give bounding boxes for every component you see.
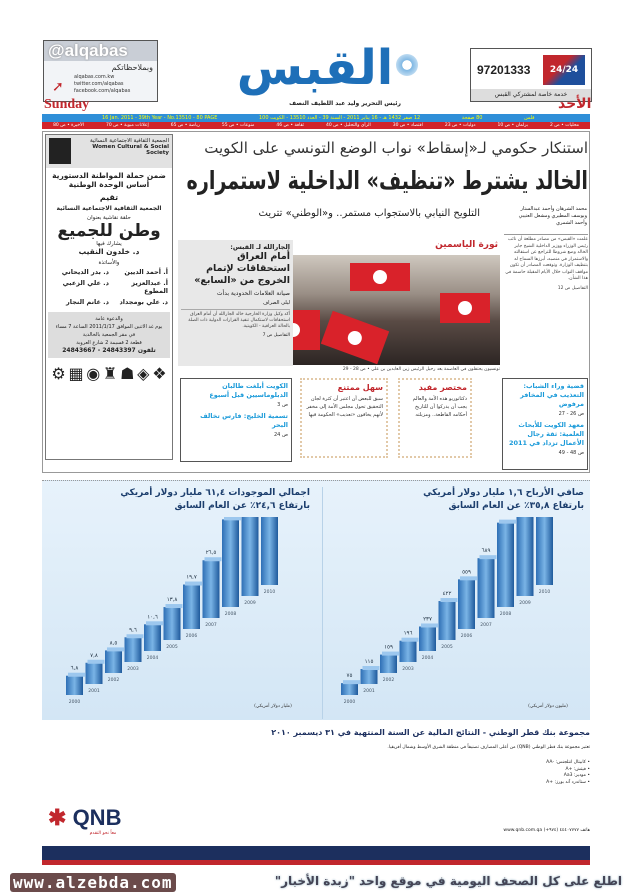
bar bbox=[105, 650, 122, 673]
lead-body-text: علمت «القبس» من مصادر مطلعة أن نائب رئيس الوزراء ووزير الداخلية الشيخ جابر الخالد وضع شروطا للتراجع عن استقالته والاستمرار في منصبه، أبرزها السماح له بتنظيف الوزارة. وتوقعت المصادر أن تكون مواقف النواب خلال الأيام المقبلة حاسمة في هذا الشأن. bbox=[505, 237, 588, 281]
index-item[interactable]: محليات • ص 2 bbox=[549, 123, 580, 128]
bar-top bbox=[480, 555, 497, 559]
teaser-page: ص 24 bbox=[273, 432, 288, 438]
opinion-title: مختصر مفيد bbox=[418, 383, 467, 392]
opinion-box[interactable] bbox=[398, 378, 472, 458]
ad-link[interactable]: alqabas.com.kw bbox=[74, 74, 115, 80]
unit-label: (مليون دولار أمريكي) bbox=[528, 704, 568, 709]
date-bar bbox=[42, 114, 590, 122]
year-label: 2008 bbox=[499, 612, 512, 617]
event-place: في مقر الجمعية بالخالدية bbox=[82, 332, 136, 338]
year-label: 2007 bbox=[480, 623, 492, 628]
opinion-body: دكتاتوريو هذه الأمة والعالم يجب أن يدركوا أن للتاريخ أحكامه القاطعة.. ومزبلته bbox=[412, 396, 467, 418]
year-label: 2009 bbox=[244, 601, 256, 606]
sponsor-logo-icon: ▦ bbox=[68, 364, 84, 383]
event-type: حلقة نقاشية بعنوان bbox=[87, 215, 131, 221]
chart-title: اجمالي الموجودات ٦١,٤ مليار دولار أمريكي bbox=[120, 488, 310, 498]
event-phones: تلفون 24843397 - 24843667 bbox=[62, 347, 156, 354]
chart-subtitle: بارتفاع ٢٤,٦٪ عن العام السابق bbox=[174, 501, 310, 511]
ad-service: خدمة خاصة لمشتركي القبس bbox=[471, 89, 591, 101]
assets-chart-panel bbox=[48, 487, 310, 719]
bar bbox=[203, 560, 220, 618]
bar-value-label: ٢٦,٥ bbox=[205, 550, 217, 557]
bar-value-label: ٩,٦ bbox=[129, 627, 137, 634]
chart-subtitle: بارتفاع ٣٥,٨٪ عن العام السابق bbox=[448, 501, 584, 511]
logo-text: القبس bbox=[236, 40, 394, 96]
sponsor-logo-icon: ⚙ bbox=[51, 364, 66, 383]
footer-website-link[interactable]: www.alzebda.com bbox=[10, 873, 176, 892]
qnb-ratings bbox=[400, 760, 590, 786]
bar-top bbox=[185, 582, 202, 586]
page-count: 80 صفحة bbox=[461, 115, 483, 121]
year-label: 2001 bbox=[88, 689, 100, 694]
bar bbox=[419, 626, 436, 651]
photo-caption: تونسيون يحتفلون في العاصمة بعد رحيل الرئيس زين العابدين بن علي • ص 28 - 29 bbox=[342, 367, 500, 372]
year-label: 2004 bbox=[146, 656, 159, 661]
bar-value-label: ١٠,٦ bbox=[147, 614, 158, 621]
profit-chart bbox=[333, 517, 573, 712]
index-item[interactable]: ثقافة • ص 46 bbox=[276, 123, 304, 128]
bar-top bbox=[441, 598, 458, 602]
teaser-box-left bbox=[180, 378, 292, 462]
bar-value-label: ٦٨٩ bbox=[481, 548, 491, 555]
event-time: يوم غد الاثنين الموافق 2011/1/17 الساعة 7 مساء bbox=[55, 324, 163, 330]
index-item[interactable]: رياضة • ص 65 bbox=[170, 123, 200, 128]
alqabas-social-ad[interactable] bbox=[43, 40, 158, 102]
year-label: 2003 bbox=[402, 667, 414, 672]
ad-badge: 24/24 bbox=[543, 55, 585, 85]
index-item[interactable]: الرأي والتحليل • ص 40 bbox=[325, 123, 371, 128]
year-label: 2009 bbox=[519, 601, 531, 606]
bar-top bbox=[382, 652, 399, 656]
org-name-ar: الجمعية الثقافية الاجتماعية النسائية bbox=[89, 138, 169, 144]
iraq-story[interactable] bbox=[178, 240, 293, 366]
bar bbox=[400, 641, 417, 662]
sponsor-logos bbox=[46, 362, 172, 385]
arrow-icon: ➚ bbox=[52, 79, 64, 95]
iraq-jump[interactable]: التفاصيل ص 7 bbox=[262, 333, 290, 338]
bar-value-label: ٦,٨ bbox=[70, 665, 79, 672]
chart-title: صافي الأرباح ١,٦ مليار دولار أمريكي bbox=[423, 488, 584, 498]
year-label: 2003 bbox=[127, 667, 139, 672]
bar bbox=[380, 655, 397, 673]
bar-top bbox=[107, 647, 124, 651]
speaker: د. بدر الديحاني bbox=[61, 268, 109, 276]
opinion-body: سبق للبعض أن اعتبر أن كثرة لجان التحقيق تحول مجلس الأمة إلى مخفر لأنهم يخافون «تعذيب» الحكومة فيها bbox=[306, 396, 383, 418]
bar-value-label: ٥٥٩ bbox=[462, 569, 471, 576]
sponsor-logo-icon: ◈ bbox=[137, 364, 150, 383]
bar-top bbox=[460, 576, 477, 580]
bar-top bbox=[127, 634, 144, 638]
year-label: 2000 bbox=[68, 700, 81, 705]
bar bbox=[497, 523, 514, 607]
bar bbox=[536, 517, 553, 585]
speaker: أ. عبدالعزيز المطوع bbox=[131, 279, 168, 295]
bar-value-label: ٢٣٧ bbox=[423, 616, 432, 623]
photo-title[interactable]: ثورة الياسمين bbox=[435, 240, 498, 250]
bar-top bbox=[363, 666, 380, 670]
lead-jump[interactable]: التفاصيل ص 12 bbox=[557, 285, 588, 291]
teaser-title[interactable]: الكويت أبلغت طالبان الدبلوماسيين قبل أسبوع bbox=[209, 382, 288, 399]
bar-value-label: ١١٥ bbox=[364, 659, 374, 666]
teaser-page: ص 26 - 27 bbox=[558, 411, 584, 417]
bar-top bbox=[499, 520, 516, 524]
date-arabic: 12 صفر 1432 هـ - 16 يناير 2011 - السنة 39 - العدد 13510 - الكويت bbox=[270, 115, 421, 121]
bar-value-label: ١٣,٨ bbox=[166, 597, 178, 604]
tunisia-protest-photo[interactable] bbox=[265, 255, 500, 365]
editor-in-chief: رئيس التحرير وليد عبد اللطيف النصف bbox=[289, 100, 401, 107]
bar-value-label bbox=[499, 517, 513, 519]
event-title: وطن للجميع bbox=[57, 221, 161, 241]
qnb-results-title: مجموعة بنك قطر الوطني - النتائج المالية عن السنة المنتهية في ٣١ ديسمبر ٢٠١٠ bbox=[271, 728, 590, 737]
date-english: 16 Jan. 2011 - 39th Year - No.13510 - 80 PAGE bbox=[102, 115, 218, 121]
presents: تقيم bbox=[99, 193, 119, 202]
bar-top bbox=[68, 673, 85, 677]
year-label: 2001 bbox=[363, 689, 375, 694]
ad-link[interactable]: facebook.com/alqabas bbox=[74, 88, 131, 94]
speaker: د. علي بومجداد bbox=[119, 298, 168, 306]
day-english: Sunday bbox=[44, 97, 90, 112]
ad-tagline: وبملاحظاتكم bbox=[111, 63, 153, 72]
bar-top bbox=[402, 638, 419, 642]
lead-byline: محمد الشرهان وأحمد عبدالستار ويوسف المطيري ومشعل العتيبي وأحمد الشمري bbox=[518, 206, 587, 226]
bar bbox=[341, 683, 358, 695]
qnb-contact[interactable]: هاتف ٤٤٤٠٧٧٧٧ (٩٧٤+) www.qnb.com.qa bbox=[503, 828, 590, 833]
year-label: 2008 bbox=[224, 612, 237, 617]
year-label: 2002 bbox=[382, 678, 395, 683]
org-name-en: Women Cultural & Social Society bbox=[92, 144, 169, 156]
opinion-title: سهل ممتنع bbox=[337, 383, 383, 392]
bar-top bbox=[421, 623, 438, 627]
year-label: 2004 bbox=[421, 656, 434, 661]
qnb-logo[interactable] bbox=[48, 805, 158, 836]
teaser-page: ص 3 bbox=[277, 402, 288, 408]
sponsor-logo-icon: ♜ bbox=[103, 364, 118, 383]
bar-value-label: ١٩٦ bbox=[403, 630, 413, 637]
rating: • موديز: Aa3 bbox=[563, 773, 590, 778]
iraq-body: أكد وكيل وزارة الخارجية خالد الجارالله أن أمام العراق استحقاقات لاستكمال تنفيذ القرارات الدولية ذات الصلة بالحالة العراقية - الكويتية. bbox=[181, 309, 290, 330]
caption-text: تونسيون يحتفلون في العاصمة بعد رحيل الرئيس زين العابدين بن علي bbox=[371, 367, 500, 372]
navy-band bbox=[42, 846, 590, 860]
bar bbox=[458, 579, 475, 629]
bar bbox=[164, 607, 181, 640]
index-item[interactable]: برلمان • ص 10 bbox=[497, 123, 528, 128]
qnb-ad-charts bbox=[42, 480, 590, 720]
subscriber-service-ad[interactable] bbox=[470, 48, 592, 102]
invitation-box bbox=[48, 312, 170, 358]
speaker: د. غانم النجار bbox=[66, 298, 109, 306]
bar-value-label: ١٥٩ bbox=[384, 644, 393, 651]
bar-top bbox=[88, 660, 105, 664]
rating: • ستاندرد آند بورز: +A bbox=[546, 779, 590, 785]
index-item[interactable]: منوعات • ص 55 bbox=[221, 123, 255, 128]
year-label: 2006 bbox=[185, 634, 198, 639]
bar bbox=[144, 624, 161, 651]
year-label: 2010 bbox=[538, 590, 551, 595]
bar bbox=[517, 517, 534, 596]
bar bbox=[261, 517, 278, 585]
lead-subhead: التلويح النيابي بالاستجواب مستمر.. و«الوطني» تتريث bbox=[258, 208, 480, 219]
assets-chart bbox=[58, 517, 298, 712]
index-item[interactable]: إعلانات مبوبة • ص 70 bbox=[105, 123, 149, 128]
bar bbox=[242, 517, 259, 596]
year-label: 2007 bbox=[205, 623, 217, 628]
bar bbox=[361, 669, 378, 684]
rating: • كابيتال انتلجنس: -AA bbox=[546, 760, 590, 765]
bar-value-label: ١٩,٧ bbox=[186, 574, 197, 581]
teaser-box-right bbox=[502, 378, 588, 470]
bar bbox=[439, 601, 456, 640]
teaser-page: ص 48 - 49 bbox=[558, 450, 584, 456]
bar-value-label: ٨,٥ bbox=[109, 640, 118, 647]
bar-top bbox=[205, 557, 222, 561]
sponsor-logo-icon: ☗ bbox=[120, 364, 135, 383]
iraq-headline: أمام العراق استحقاقات لإتمام الخروج من «السابع» bbox=[194, 251, 290, 286]
unit-label: (مليار دولار أمريكي) bbox=[254, 704, 292, 709]
iraq-kicker: الجارالله لـ القبس: bbox=[230, 243, 290, 251]
profit-chart-panel bbox=[322, 487, 584, 719]
bar bbox=[478, 558, 495, 618]
year-label: 2000 bbox=[343, 700, 356, 705]
photo-jump[interactable]: ص 28 - 29 bbox=[342, 367, 366, 372]
speaker: أ. أحمد الديين bbox=[124, 268, 168, 276]
red-band bbox=[42, 860, 590, 865]
teaser-title[interactable]: تسمية الخليج: فارس تخالف البحر bbox=[200, 412, 288, 429]
day-arabic: الأحد bbox=[558, 96, 592, 112]
professors-label: والأساتذة bbox=[98, 260, 120, 266]
host: الجمعية الثقافية الاجتماعية النسائية bbox=[56, 205, 162, 212]
ad-link[interactable]: twitter.com/alqabas bbox=[74, 81, 124, 87]
speaker: د. علي الزعبي bbox=[62, 279, 109, 287]
bar bbox=[86, 663, 103, 684]
qnb-logo-text: QNB bbox=[72, 805, 122, 830]
bar-top bbox=[146, 621, 163, 625]
index-item[interactable]: دوليات • ص 23 bbox=[444, 123, 476, 128]
bar-value-label: ٧٥ bbox=[346, 673, 353, 680]
bar-value-label: ٧,٨ bbox=[90, 652, 98, 659]
bar-top bbox=[166, 604, 183, 608]
event-ad bbox=[45, 134, 173, 460]
bar bbox=[222, 519, 239, 607]
year-label: 2005 bbox=[441, 645, 453, 650]
event-address: قطعة 2 قسيمة 2 شارع العروبة bbox=[76, 340, 142, 346]
footer-promo: اطلع على كل الصحف اليومية في موقع واحد "زبدة الأخبار" bbox=[274, 874, 622, 888]
qnb-slogan: معاً نحو التقدم bbox=[89, 831, 117, 836]
org-logo-icon bbox=[49, 138, 71, 164]
lead-headline[interactable]: الخالد يشترط «تنظيف» الداخلية لاستمراره bbox=[186, 166, 588, 195]
year-label: 2005 bbox=[166, 645, 178, 650]
main-speaker: د. خلدون النقيب bbox=[78, 247, 140, 256]
opinion-box[interactable] bbox=[300, 378, 388, 458]
lotus-icon bbox=[396, 54, 418, 76]
lead-body bbox=[504, 234, 588, 374]
bar-top bbox=[224, 517, 241, 520]
bar bbox=[125, 637, 142, 662]
sponsor-logo-icon: ❖ bbox=[152, 364, 167, 383]
ad-phone: 97201333 bbox=[477, 63, 531, 77]
masthead-logo[interactable] bbox=[210, 38, 420, 98]
participants-label: يشارك فيها bbox=[96, 241, 122, 247]
year-label: 2006 bbox=[460, 634, 473, 639]
ad-handle: @alqabas bbox=[44, 41, 157, 61]
qnb-emblem-icon: ✱ bbox=[48, 805, 67, 830]
bar-top bbox=[343, 680, 360, 684]
year-label: 2002 bbox=[107, 678, 120, 683]
qnb-description: تعتبر مجموعة بنك قطر الوطني (QNB) من أعلى المصارف تصنيفاً في منطقة الشرق الأوسط وشمال أفريقيا. bbox=[387, 745, 590, 750]
teaser-title[interactable]: معهد الكويت للأبحاث العلمية: ثقة رجال الأعمال تزداد في 2011 bbox=[508, 421, 584, 447]
index-item[interactable]: اقتصاد • ص 30 bbox=[392, 123, 423, 128]
bar bbox=[66, 676, 83, 695]
lead-kicker[interactable]: استنكار حكومي لـ«إسقاط» نواب الوضع التونسي على الكويت bbox=[204, 139, 588, 157]
org-header bbox=[46, 135, 172, 168]
sponsor-logo-icon: ◉ bbox=[86, 364, 101, 383]
bar bbox=[183, 585, 200, 629]
section-index bbox=[42, 122, 590, 129]
teaser-title[interactable]: قضية وراء الشباب: التعذيب في المخافر مرفوض bbox=[520, 382, 584, 408]
index-item[interactable]: الأخيرة • ص 80 bbox=[53, 123, 84, 128]
rating: • فيتش: +A bbox=[565, 766, 590, 772]
campaign: ضمن حملة المواطنة الدستورية أساس الوحدة الوطنية bbox=[52, 171, 166, 189]
iraq-subhead: صيانة العلامات الحدودية بدأت bbox=[216, 290, 290, 297]
invite: والدعوة عامة bbox=[95, 316, 123, 322]
bar-value-label: ٤٢٢ bbox=[442, 591, 452, 598]
price: 100 فلس bbox=[259, 115, 535, 121]
iraq-author: ليلى الصراف bbox=[262, 300, 290, 306]
year-label: 2010 bbox=[263, 590, 276, 595]
